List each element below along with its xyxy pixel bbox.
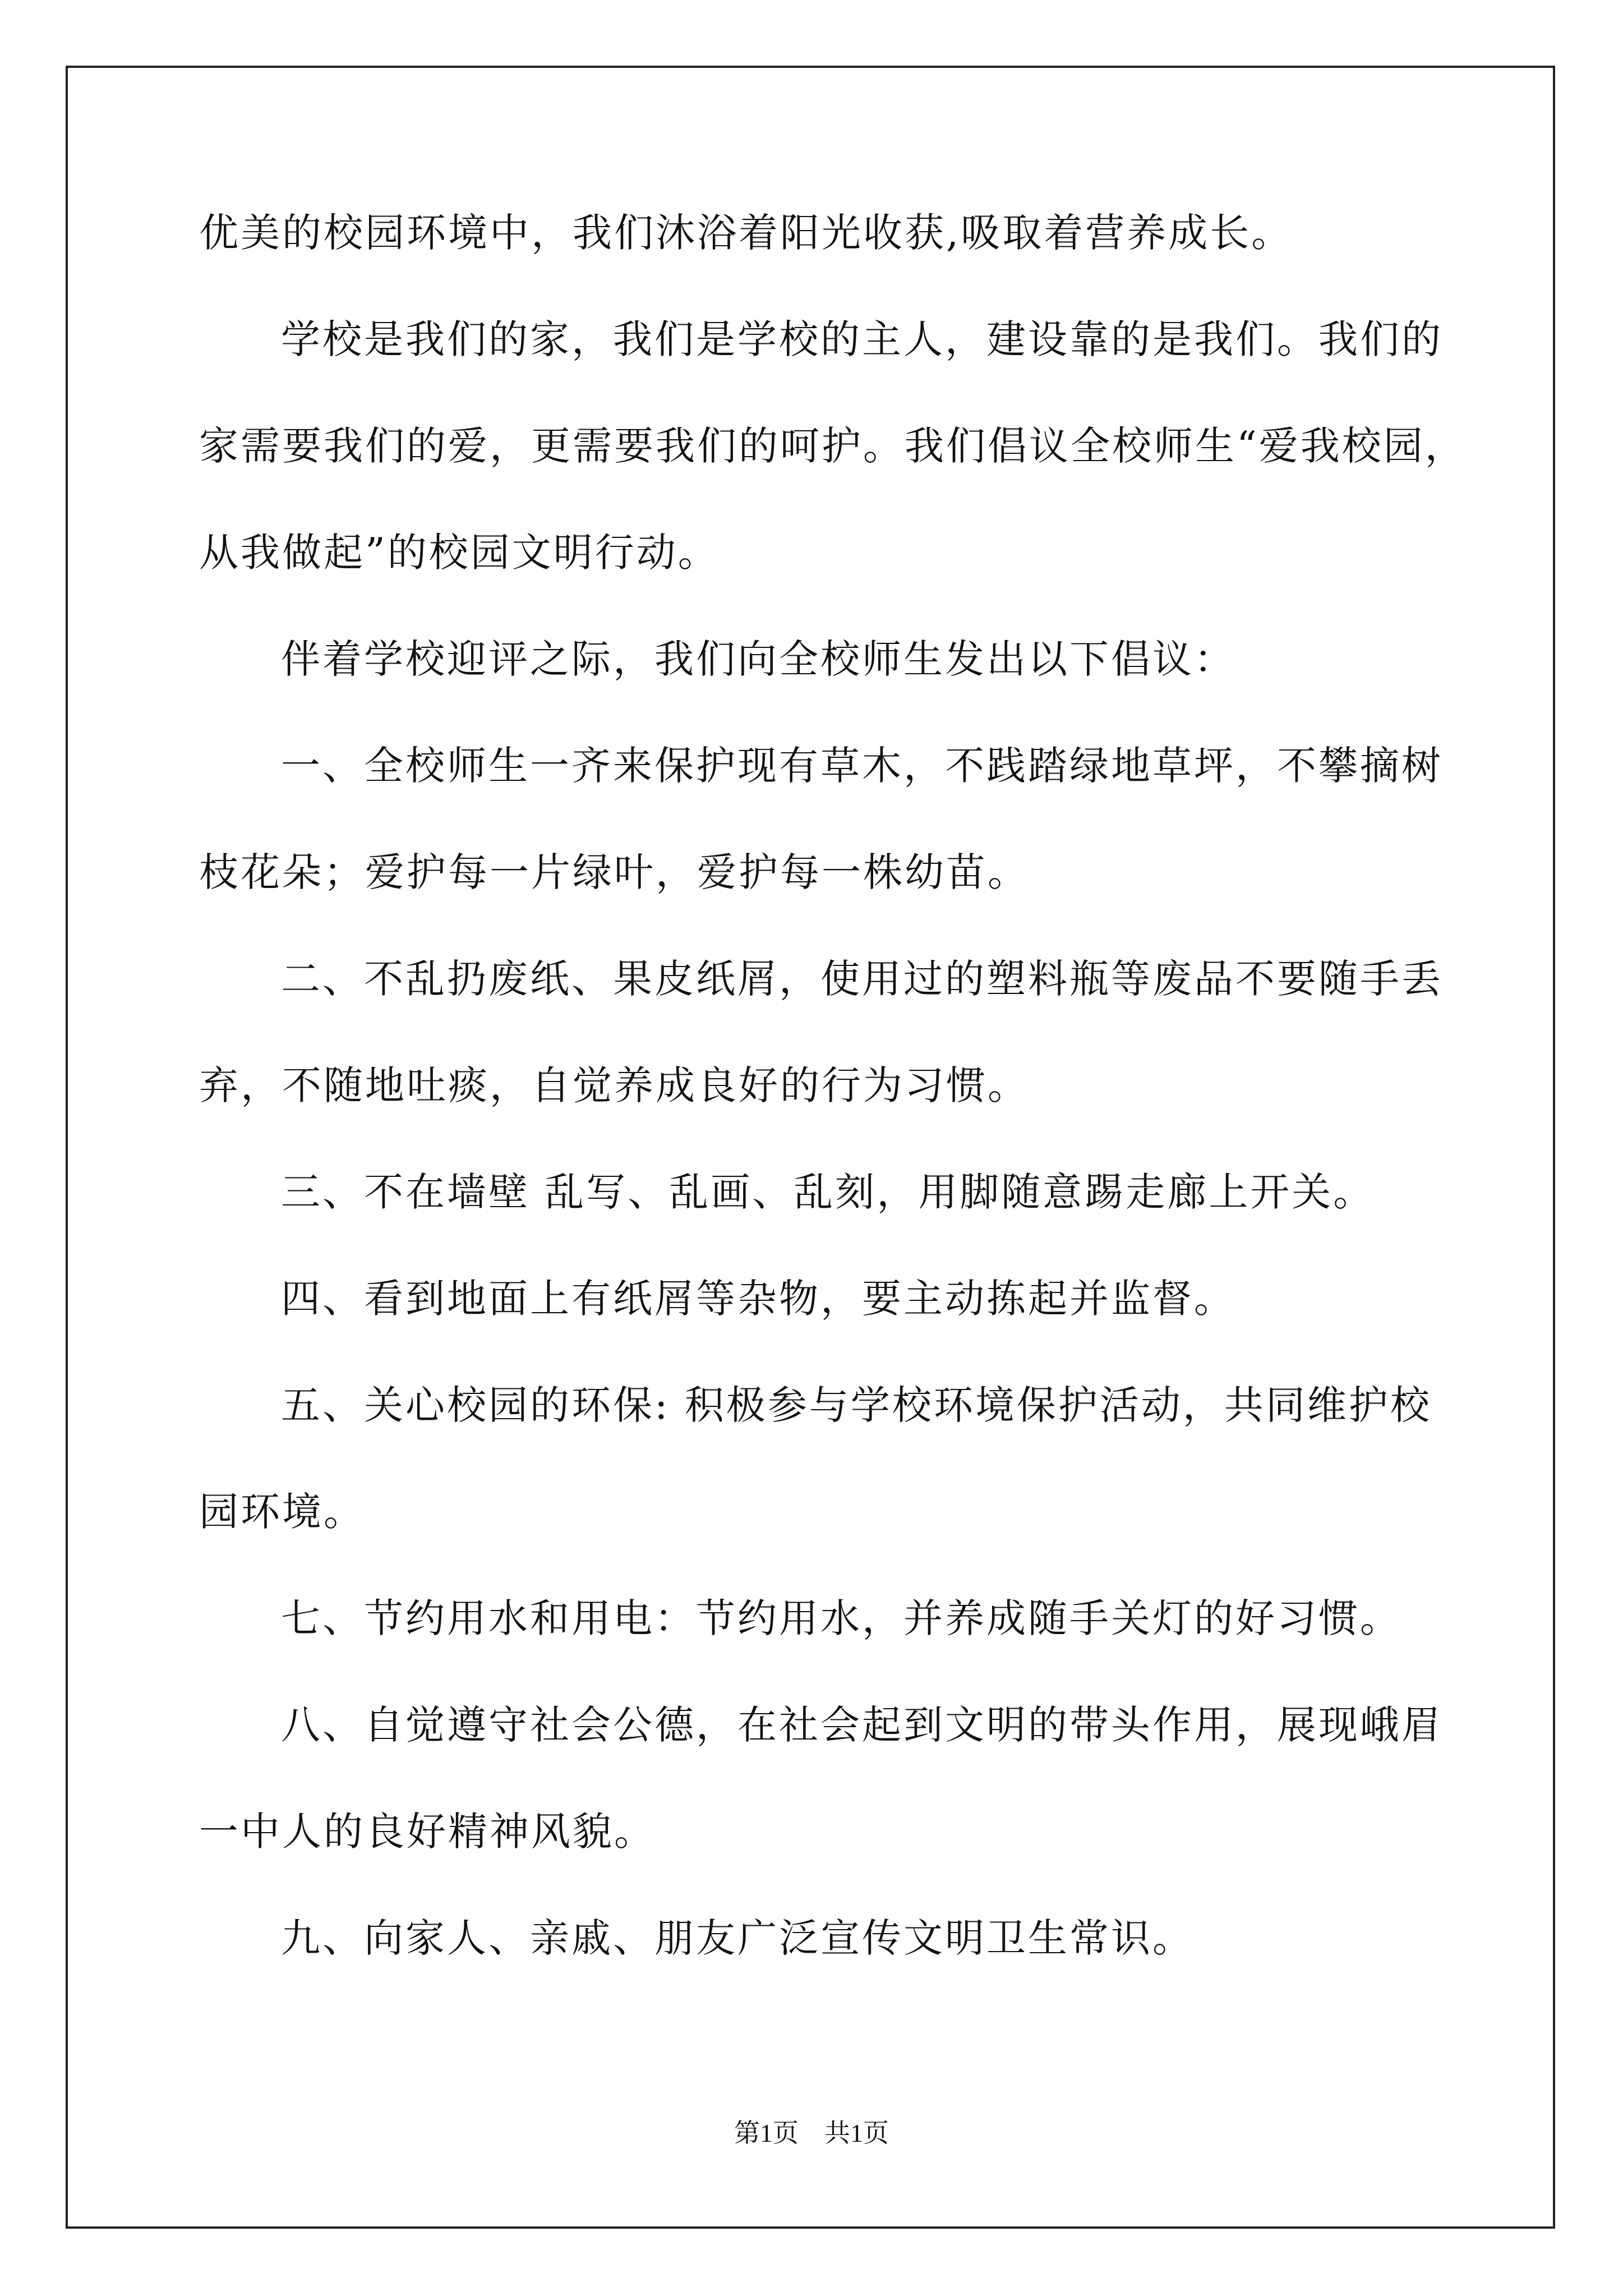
list-item-4: 四、看到地面上有纸屑等杂物，要主动拣起并监督。 bbox=[281, 1276, 1235, 1322]
list-item-8: 八、自觉遵守社会公德，在社会起到文明的带头作用，展现峨眉 bbox=[281, 1702, 1443, 1748]
text-line: 枝花朵；爱护每一片绿叶，爱护每一株幼苗。 bbox=[199, 849, 1029, 895]
text-line: 优美的校园环境中，我们沐浴着阳光收获,吸取着营养成长。 bbox=[199, 210, 1293, 256]
text-line: 一中人的良好精神风貌。 bbox=[199, 1809, 656, 1855]
list-item-5: 五、关心校园的环保: 积极参与学校环境保护活动，共同维护校 bbox=[281, 1382, 1432, 1428]
paragraph-start: 学校是我们的家，我们是学校的主人，建设靠的是我们。我们的 bbox=[281, 316, 1443, 362]
text-line: 家需要我们的爱，更需要我们的呵护。我们倡议全校师生“爱我校园， bbox=[199, 423, 1467, 469]
list-item-3: 三、不在墙壁 乱写、乱画、乱刻，用脚随意踢走廊上开关。 bbox=[281, 1169, 1375, 1215]
text-line: 从我做起”的校园文明行动。 bbox=[199, 530, 720, 576]
text-line: 弃，不随地吐痰，自觉养成良好的行为习惯。 bbox=[199, 1062, 1029, 1108]
list-item-7: 七、节约用水和用电：节约用水，并养成随手关灯的好习惯。 bbox=[281, 1595, 1401, 1641]
page-footer: 第1页 共1页 bbox=[734, 2119, 889, 2147]
page-border bbox=[66, 66, 1555, 2229]
text-line: 园环境。 bbox=[199, 1489, 365, 1535]
list-item-9: 九、向家人、亲戚、朋友广泛宣传文明卫生常识。 bbox=[281, 1915, 1194, 1961]
list-item-2: 二、不乱扔废纸、果皮纸屑，使用过的塑料瓶等废品不要随手丢 bbox=[281, 956, 1443, 1002]
list-item-1: 一、全校师生一齐来保护现有草木，不践踏绿地草坪，不攀摘树 bbox=[281, 743, 1443, 789]
paragraph-start: 伴着学校迎评之际，我们向全校师生发出以下倡议： bbox=[281, 636, 1235, 682]
